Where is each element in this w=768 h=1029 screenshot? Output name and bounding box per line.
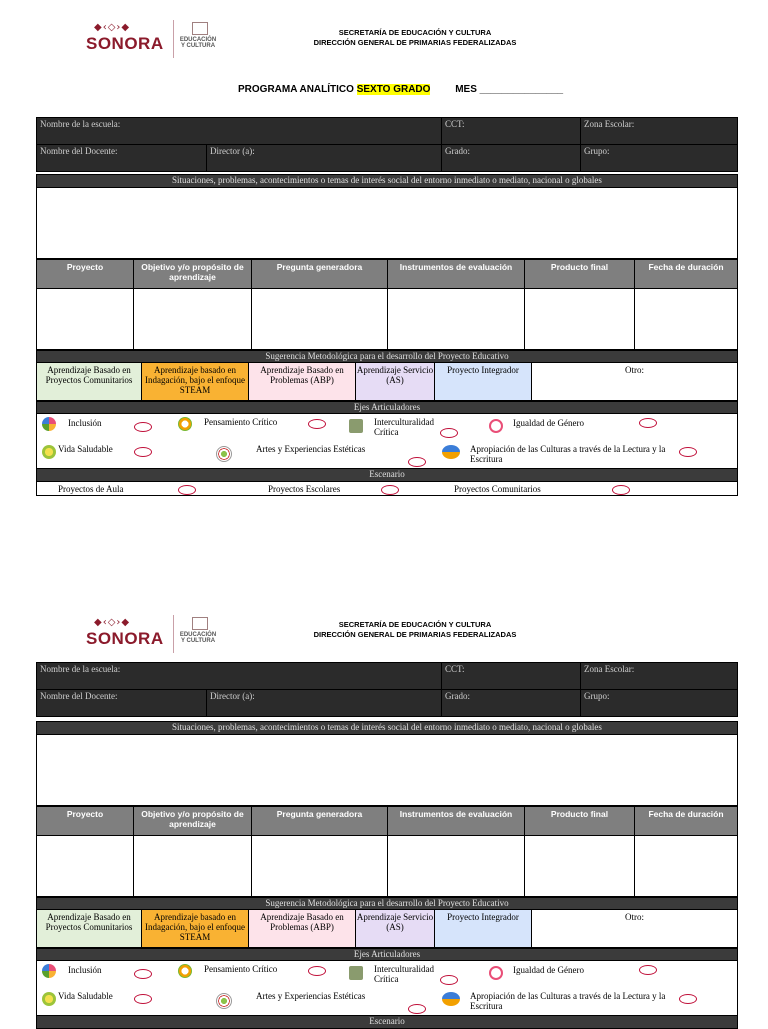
crest-icon <box>192 22 208 35</box>
escenario-header: Escenario <box>36 1015 738 1029</box>
eje-vida: Vida Saludable <box>58 444 113 454</box>
escenario-aula: Proyectos de Aula <box>58 484 124 494</box>
method-steam[interactable]: Aprendizaje basado en Indagación, bajo el enfoque STEAM <box>141 909 249 948</box>
teacher-field[interactable]: Nombre del Docente: <box>36 144 207 172</box>
method-as[interactable]: Aprendizaje Servicio (AS) <box>355 909 435 948</box>
logo-side-text: EDUCACIÓN Y CULTURA <box>179 632 217 644</box>
ejes-header: Ejes Articuladores <box>36 948 738 961</box>
method-integrador[interactable]: Proyecto Integrador <box>434 362 532 401</box>
eje-pensamiento-option[interactable] <box>308 419 326 429</box>
col-pregunta: Pregunta generadora <box>251 259 388 289</box>
eje-interculturalidad-option[interactable] <box>440 428 458 438</box>
healthy-life-icon <box>42 445 56 459</box>
method-abp[interactable]: Aprendizaje Basado en Problemas (ABP) <box>248 909 356 948</box>
ejes-header: Ejes Articuladores <box>36 401 738 414</box>
month-field[interactable]: MES _______________ <box>455 84 564 95</box>
intercultural-icon <box>349 966 363 980</box>
eje-artes-option[interactable] <box>408 1004 426 1014</box>
eje-igualdad: Igualdad de Género <box>513 418 584 428</box>
header-title: SECRETARÍA DE EDUCACIÓN Y CULTURA DIRECCIÓN GENERAL DE PRIMARIAS FEDERALIZADAS <box>313 28 517 47</box>
eje-inclusion: Inclusión <box>68 418 102 428</box>
col-instrumentos: Instrumentos de evaluación <box>387 259 525 289</box>
inclusion-icon <box>42 417 56 431</box>
inclusion-icon <box>42 964 56 978</box>
logo-divider <box>173 20 174 58</box>
eje-inclusion: Inclusión <box>68 965 102 975</box>
method-as[interactable]: Aprendizaje Servicio (AS) <box>355 362 435 401</box>
gender-equality-icon <box>489 966 503 980</box>
program-line: PROGRAMA ANALÍTICO SEXTO GRADO MES _______________ <box>238 84 564 95</box>
eje-inclusion-option[interactable] <box>134 422 152 432</box>
situations-area[interactable] <box>36 734 738 806</box>
intercultural-icon <box>349 419 363 433</box>
methodology-header: Sugerencia Metodológica para el desarrollo del Proyecto Educativo <box>36 897 738 910</box>
eje-igualdad-option[interactable] <box>639 418 657 428</box>
method-integrador[interactable]: Proyecto Integrador <box>434 909 532 948</box>
col-producto: Producto final <box>524 806 635 836</box>
eje-artes: Artes y Experiencias Estéticas <box>256 991 366 1001</box>
method-otro[interactable]: Otro: <box>531 909 738 948</box>
eje-pensamiento-option[interactable] <box>308 966 326 976</box>
escenario-comunitarios: Proyectos Comunitarios <box>454 484 541 494</box>
cct-field[interactable]: CCT: <box>441 117 581 145</box>
escenario-aula-option[interactable] <box>178 485 196 495</box>
input-instrumentos[interactable] <box>387 288 525 350</box>
eje-interculturalidad-option[interactable] <box>440 975 458 985</box>
eje-apropiacion-option[interactable] <box>679 447 697 457</box>
method-abpc[interactable]: Aprendizaje Basado en Proyectos Comunitarios <box>36 909 142 948</box>
method-abp[interactable]: Aprendizaje Basado en Problemas (ABP) <box>248 362 356 401</box>
situations-area[interactable] <box>36 187 738 259</box>
methodology-header: Sugerencia Metodológica para el desarrollo del Proyecto Educativo <box>36 350 738 363</box>
group-field[interactable]: Grupo: <box>580 144 738 172</box>
col-fecha: Fecha de duración <box>634 806 738 836</box>
school-name-field[interactable]: Nombre de la escuela: <box>36 117 442 145</box>
grade-field[interactable]: Grado: <box>441 689 581 717</box>
logo-ornament-icon: ◆‹◇›◆ <box>94 617 131 628</box>
eje-apropiacion: Apropiación de las Culturas a través de la Lectura y la Escritura <box>470 991 666 1011</box>
logo-sonora-text: SONORA <box>86 629 164 648</box>
logo-ornament-icon: ◆‹◇›◆ <box>94 22 131 33</box>
arts-icon <box>216 446 232 462</box>
gender-equality-icon <box>489 419 503 433</box>
eje-igualdad-option[interactable] <box>639 965 657 975</box>
input-objetivo[interactable] <box>133 835 252 897</box>
zone-field[interactable]: Zona Escolar: <box>580 117 738 145</box>
eje-interculturalidad: Interculturalidad Crítica <box>374 417 434 437</box>
eje-apropiacion-option[interactable] <box>679 994 697 1004</box>
input-producto[interactable] <box>524 835 635 897</box>
arts-icon <box>216 993 232 1009</box>
input-objetivo[interactable] <box>133 288 252 350</box>
reading-icon <box>442 445 460 459</box>
escenario-escolares: Proyectos Escolares <box>268 484 341 494</box>
eje-vida: Vida Saludable <box>58 991 113 1001</box>
col-pregunta: Pregunta generadora <box>251 806 388 836</box>
col-proyecto: Proyecto <box>36 259 134 289</box>
teacher-field[interactable]: Nombre del Docente: <box>36 689 207 717</box>
eje-vida-option[interactable] <box>134 447 152 457</box>
crest-icon <box>192 617 208 630</box>
escenario-escolares-option[interactable] <box>381 485 399 495</box>
col-proyecto: Proyecto <box>36 806 134 836</box>
reading-icon <box>442 992 460 1006</box>
logo-divider <box>173 615 174 653</box>
group-field[interactable]: Grupo: <box>580 689 738 717</box>
header-title: SECRETARÍA DE EDUCACIÓN Y CULTURA DIRECCIÓN GENERAL DE PRIMARIAS FEDERALIZADAS <box>313 620 517 639</box>
situations-header: Situaciones, problemas, acontecimientos o temas de interés social del entorno inmediato o mediato, nacional o globales <box>36 174 738 188</box>
col-fecha: Fecha de duración <box>634 259 738 289</box>
eje-pensamiento: Pensamiento Crítico <box>204 417 278 427</box>
input-fecha[interactable] <box>634 835 738 897</box>
eje-interculturalidad: Interculturalidad Crítica <box>374 964 434 984</box>
input-pregunta[interactable] <box>251 835 388 897</box>
method-steam[interactable]: Aprendizaje basado en Indagación, bajo el enfoque STEAM <box>141 362 249 401</box>
eje-inclusion-option[interactable] <box>134 969 152 979</box>
method-abpc[interactable]: Aprendizaje Basado en Proyectos Comunitarios <box>36 362 142 401</box>
eje-vida-option[interactable] <box>134 994 152 1004</box>
input-instrumentos[interactable] <box>387 835 525 897</box>
director-field[interactable]: Director (a): <box>206 689 442 717</box>
input-proyecto[interactable] <box>36 835 134 897</box>
critical-thinking-icon <box>178 417 192 431</box>
escenario-header: Escenario <box>36 468 738 482</box>
sonora-logo <box>86 20 226 60</box>
escenario-comunitarios-option[interactable] <box>612 485 630 495</box>
eje-artes: Artes y Experiencias Estéticas <box>256 444 366 454</box>
method-otro[interactable]: Otro: <box>531 362 738 401</box>
eje-apropiacion: Apropiación de las Culturas a través de la Lectura y la Escritura <box>470 444 666 464</box>
sonora-logo <box>86 615 226 655</box>
critical-thinking-icon <box>178 964 192 978</box>
col-producto: Producto final <box>524 259 635 289</box>
cct-field[interactable]: CCT: <box>441 662 581 690</box>
school-name-field[interactable]: Nombre de la escuela: <box>36 662 442 690</box>
col-instrumentos: Instrumentos de evaluación <box>387 806 525 836</box>
col-objetivo: Objetivo y/o propósito de aprendizaje <box>133 806 252 836</box>
situations-header: Situaciones, problemas, acontecimientos o temas de interés social del entorno inmediato o mediato, nacional o globales <box>36 721 738 735</box>
logo-side-text: EDUCACIÓN Y CULTURA <box>179 37 217 49</box>
eje-igualdad: Igualdad de Género <box>513 965 584 975</box>
input-proyecto[interactable] <box>36 288 134 350</box>
eje-artes-option[interactable] <box>408 457 426 467</box>
director-field[interactable]: Director (a): <box>206 144 442 172</box>
grade-field[interactable]: Grado: <box>441 144 581 172</box>
logo-sonora-text: SONORA <box>86 34 164 53</box>
input-fecha[interactable] <box>634 288 738 350</box>
col-objetivo: Objetivo y/o propósito de aprendizaje <box>133 259 252 289</box>
input-pregunta[interactable] <box>251 288 388 350</box>
healthy-life-icon <box>42 992 56 1006</box>
eje-pensamiento: Pensamiento Crítico <box>204 964 278 974</box>
grade-highlight: SEXTO GRADO <box>356 84 431 95</box>
zone-field[interactable]: Zona Escolar: <box>580 662 738 690</box>
input-producto[interactable] <box>524 288 635 350</box>
